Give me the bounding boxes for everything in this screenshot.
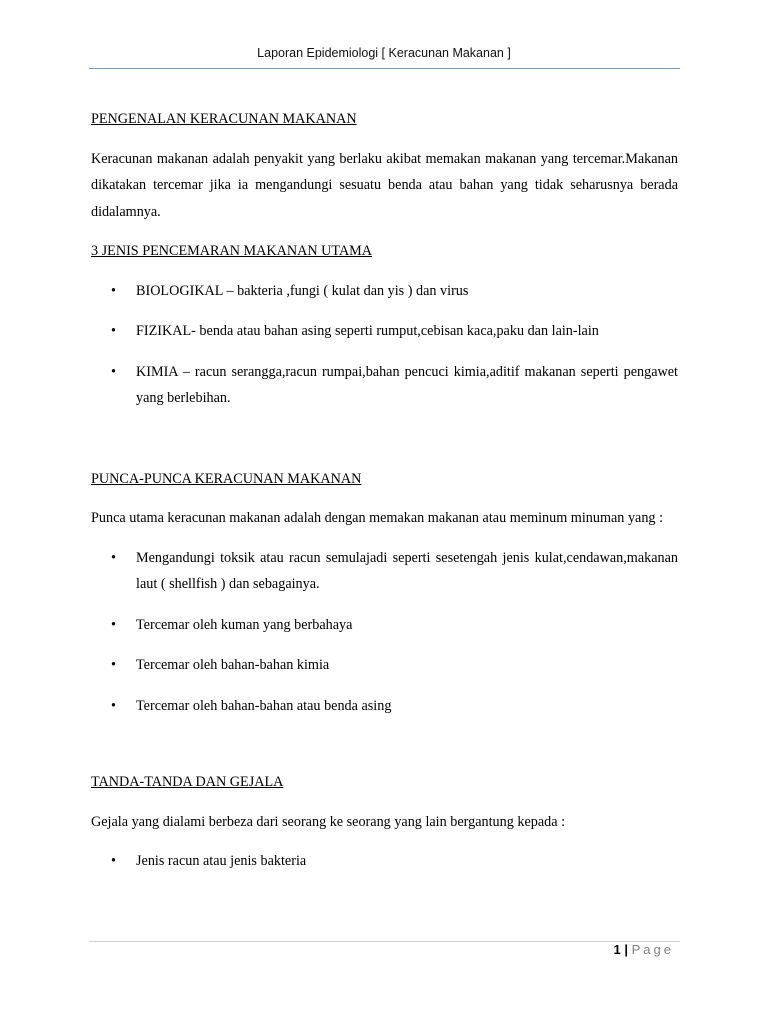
page-header-title: Laporan Epidemiologi [ Keracunan Makanan ] [257, 46, 511, 60]
bullet-icon: • [111, 853, 116, 869]
bullet-icon: • [111, 363, 116, 380]
page-number: 1 [613, 942, 621, 957]
page-separator: | [624, 942, 628, 957]
bullet-list [91, 278, 678, 412]
list-item: • Mengandungi toksik atau racun semulajadi seperti sesetengah jenis kulat,cendawan,makanan laut ( shellfish ) dan sebagainya. [91, 545, 678, 598]
section-heading: TANDA-TANDA DAN GEJALA [91, 774, 284, 790]
bullet-icon: • [111, 323, 116, 339]
header-divider [89, 68, 680, 69]
section-heading: PENGENALAN KERACUNAN MAKANAN [91, 111, 357, 127]
list-item: • Tercemar oleh bahan-bahan atau benda asing [91, 693, 678, 720]
section-paragraph: Keracunan makanan adalah penyakit yang berlaku akibat memakan makanan yang tercemar.Makanan dikatakan tercemar jika ia mengandungi sesuatu benda atau bahan yang tidak seharusnya berada didalamnya. [91, 150, 678, 220]
bullet-list [91, 848, 678, 875]
document-body [91, 106, 678, 889]
list-item: • BIOLOGIKAL – bakteria ,fungi ( kulat dan yis ) dan virus [91, 278, 678, 305]
list-item: • Tercemar oleh kuman yang berbahaya [91, 612, 678, 639]
bullet-icon: • [111, 657, 116, 673]
page-label: Page [631, 942, 674, 957]
bullet-list [91, 545, 678, 720]
list-item: • FIZIKAL- benda atau bahan asing seperti rumput,cebisan kaca,paku dan lain-lain [91, 318, 678, 345]
list-item: • Tercemar oleh bahan-bahan kimia [91, 652, 678, 679]
section-paragraph: Gejala yang dialami berbeza dari seorang ke seorang yang lain bergantung kepada : [91, 813, 566, 830]
section-heading: PUNCA-PUNCA KERACUNAN MAKANAN [91, 470, 362, 487]
page-footer [614, 942, 675, 957]
footer-divider [89, 941, 680, 942]
bullet-icon: • [111, 549, 116, 566]
section-heading: 3 JENIS PENCEMARAN MAKANAN UTAMA [91, 243, 373, 259]
list-item: • Jenis racun atau jenis bakteria [91, 848, 678, 875]
bullet-icon: • [111, 616, 116, 633]
bullet-icon: • [111, 282, 116, 299]
bullet-icon: • [111, 697, 116, 714]
section-paragraph: Punca utama keracunan makanan adalah dengan memakan makanan atau meminum minuman yang : [91, 510, 664, 526]
list-item: • KIMIA – racun serangga,racun rumpai,bahan pencuci kimia,aditif makanan seperti pengawet yang berlebihan. [91, 359, 678, 412]
